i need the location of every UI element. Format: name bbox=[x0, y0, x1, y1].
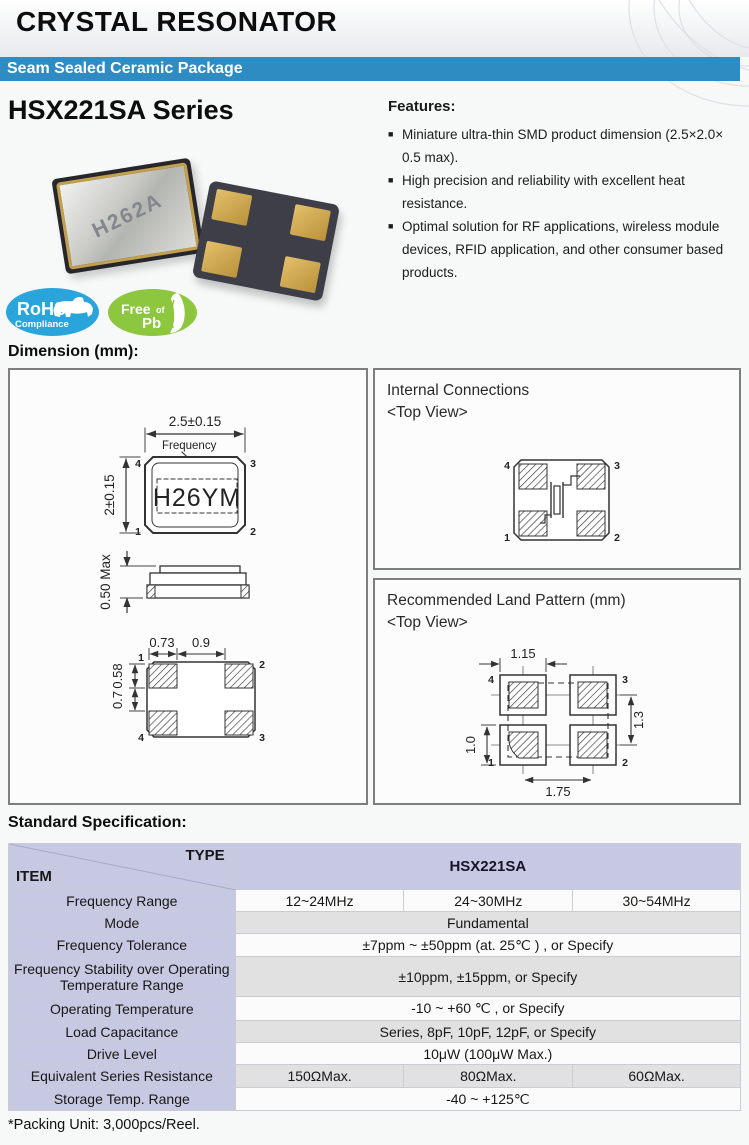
spec-value: -10 ~ +60 ℃ , or Specify bbox=[235, 997, 740, 1021]
spec-item: Operating Temperature bbox=[9, 997, 236, 1021]
dim-package-height: 2±0.15 bbox=[102, 474, 117, 516]
spec-item: Frequency Range bbox=[9, 890, 236, 912]
spec-value: 150ΩMax. bbox=[235, 1065, 404, 1088]
spec-row bbox=[9, 1021, 741, 1043]
top-view-drawing bbox=[102, 414, 256, 538]
spec-item: Mode bbox=[9, 912, 236, 934]
solder-pad bbox=[149, 711, 177, 735]
item-label: ITEM bbox=[16, 868, 52, 885]
spec-row bbox=[9, 957, 741, 997]
pin-number: 1 bbox=[138, 652, 144, 664]
feature-item bbox=[388, 215, 744, 284]
spec-row bbox=[9, 912, 741, 934]
chip-pad-overlay bbox=[509, 682, 538, 708]
spec-row bbox=[9, 1065, 741, 1088]
solder-pad bbox=[225, 711, 253, 735]
chip-pad bbox=[201, 241, 242, 278]
spec-value: -40 ~ +125℃ bbox=[235, 1088, 740, 1111]
pb-free-label: Free bbox=[121, 301, 151, 317]
pad bbox=[577, 464, 605, 489]
pb-free-badge bbox=[108, 289, 197, 336]
series-title: HSX221SA Series bbox=[8, 95, 234, 125]
chip-pad bbox=[211, 189, 252, 226]
feature-text: High precision and reliability with excellent heat resistance. bbox=[402, 173, 685, 211]
pin-number: 4 bbox=[138, 732, 144, 744]
spec-value: 24~30MHz bbox=[404, 890, 573, 912]
package-type-bar: Seam Sealed Ceramic Package bbox=[0, 57, 740, 81]
spec-row bbox=[9, 934, 741, 957]
dimension-drawings bbox=[10, 370, 366, 803]
pin-number: 4 bbox=[135, 458, 141, 470]
dim-pad-vgap: 0.7 bbox=[110, 690, 125, 710]
penguin-icon bbox=[164, 292, 190, 334]
dimension-heading: Dimension (mm): bbox=[8, 343, 139, 360]
pin-number: 4 bbox=[488, 674, 494, 686]
pin-number: 2 bbox=[250, 526, 256, 538]
spec-item: Frequency Tolerance bbox=[9, 934, 236, 957]
spec-item: Drive Level bbox=[9, 1043, 236, 1065]
chip-marking: H262A bbox=[88, 188, 167, 243]
spec-heading: Standard Specification: bbox=[8, 814, 187, 831]
land-pattern-schematic bbox=[463, 646, 646, 799]
pin-number: 4 bbox=[504, 460, 510, 472]
internal-connections-schematic bbox=[504, 460, 620, 544]
spec-row bbox=[9, 890, 741, 912]
dim-pad-width: 0.73 bbox=[149, 635, 175, 650]
type-label: TYPE bbox=[185, 847, 225, 864]
spec-item: Frequency Stability over Operating Temperature Range bbox=[9, 957, 236, 997]
internal-connections-title: Internal Connections <Top View> bbox=[387, 382, 530, 421]
dim-pitch-x: 1.75 bbox=[545, 784, 571, 799]
pin-number: 3 bbox=[250, 458, 256, 470]
bullet-icon: ■ bbox=[388, 129, 394, 139]
spec-row bbox=[9, 1088, 741, 1111]
dim-pad-height: 0.58 bbox=[110, 663, 125, 689]
chip-pad bbox=[280, 256, 321, 293]
pin-number: 3 bbox=[622, 674, 628, 686]
spec-item: Storage Temp. Range bbox=[9, 1088, 236, 1111]
chip-lid bbox=[56, 162, 200, 270]
spec-corner-cell bbox=[9, 844, 236, 890]
pin-number: 1 bbox=[488, 757, 494, 769]
packing-note: *Packing Unit: 3,000pcs/Reel. bbox=[8, 1117, 200, 1133]
pin-number: 1 bbox=[504, 532, 510, 544]
spec-type-value: HSX221SA bbox=[235, 844, 740, 890]
features-heading: Features: bbox=[388, 98, 456, 115]
feature-text: Optimal solution for RF applications, wireless module devices, RFID application, and other consumer based products. bbox=[402, 219, 724, 280]
pin-number: 2 bbox=[614, 532, 620, 544]
spec-table bbox=[8, 843, 741, 1111]
dim-package-width: 2.5±0.15 bbox=[168, 414, 222, 429]
spec-value: 30~54MHz bbox=[573, 890, 741, 912]
pad bbox=[519, 464, 547, 489]
side-view-drawing bbox=[98, 551, 249, 613]
spec-value: ±10ppm, ±15ppm, or Specify bbox=[235, 957, 740, 997]
pin-number: 2 bbox=[622, 757, 628, 769]
pin-number: 3 bbox=[614, 460, 620, 472]
chip-pad bbox=[290, 204, 331, 241]
chip-pad-overlay bbox=[578, 682, 607, 708]
spec-row bbox=[9, 1043, 741, 1065]
land-pattern-title: Recommended Land Pattern (mm) <Top View> bbox=[387, 592, 626, 631]
rohs-label: RoHS bbox=[17, 299, 66, 319]
chip-pad-overlay bbox=[578, 732, 607, 758]
spec-value: Series, 8pF, 10pF, 12pF, or Specify bbox=[235, 1021, 740, 1043]
land-pattern-drawing bbox=[375, 580, 739, 803]
internal-connections-box bbox=[373, 368, 741, 570]
spec-item: Equivalent Series Resistance bbox=[9, 1065, 236, 1088]
dim-pitch-y: 1.3 bbox=[631, 710, 646, 730]
pin-number: 1 bbox=[135, 526, 141, 538]
solder-pad bbox=[149, 664, 177, 688]
pin-number: 3 bbox=[259, 732, 265, 744]
spec-header-row bbox=[9, 844, 741, 890]
pb-free-of: of bbox=[156, 305, 165, 315]
dim-package-thickness: 0.50 Max bbox=[98, 554, 113, 610]
spec-value: 60ΩMax. bbox=[573, 1065, 741, 1088]
bullet-icon: ■ bbox=[388, 221, 394, 231]
pin-number: 2 bbox=[259, 659, 265, 671]
rohs-badge bbox=[6, 288, 99, 336]
spec-value: Fundamental bbox=[235, 912, 740, 934]
marking-pointer-label: Frequency bbox=[162, 440, 217, 452]
pad bbox=[577, 511, 605, 536]
feature-item bbox=[388, 123, 744, 169]
dim-pad-gap: 0.9 bbox=[191, 635, 211, 650]
feature-item bbox=[388, 169, 744, 215]
spec-value: 80ΩMax. bbox=[404, 1065, 573, 1088]
land-pattern-box bbox=[373, 578, 741, 805]
page-title: CRYSTAL RESONATOR bbox=[16, 6, 338, 37]
internal-connections-drawing bbox=[375, 370, 739, 568]
package-marking: H26YM bbox=[152, 484, 242, 512]
product-photo-bottom-view bbox=[192, 180, 340, 301]
spec-value: 10μW (100μW Max.) bbox=[235, 1043, 740, 1065]
spec-item: Load Capacitance bbox=[9, 1021, 236, 1043]
solder-pad bbox=[225, 664, 253, 688]
product-photo-top-view bbox=[51, 158, 204, 275]
bullet-icon: ■ bbox=[388, 175, 394, 185]
spec-row bbox=[9, 997, 741, 1021]
bottom-view-drawing bbox=[110, 635, 265, 744]
spec-value: 12~24MHz bbox=[235, 890, 404, 912]
dim-land-height: 1.0 bbox=[463, 735, 478, 755]
feature-text: Miniature ultra-thin SMD product dimension (2.5×2.0× 0.5 max). bbox=[402, 127, 724, 165]
pb-symbol: Pb bbox=[142, 315, 162, 332]
dimension-drawing-box bbox=[8, 368, 368, 805]
features-section bbox=[388, 98, 744, 284]
rohs-sublabel: Compliance bbox=[15, 319, 69, 330]
spec-value: ±7ppm ~ ±50ppm (at. 25℃ ) , or Specify bbox=[235, 934, 740, 957]
dim-land-width: 1.15 bbox=[510, 646, 536, 661]
